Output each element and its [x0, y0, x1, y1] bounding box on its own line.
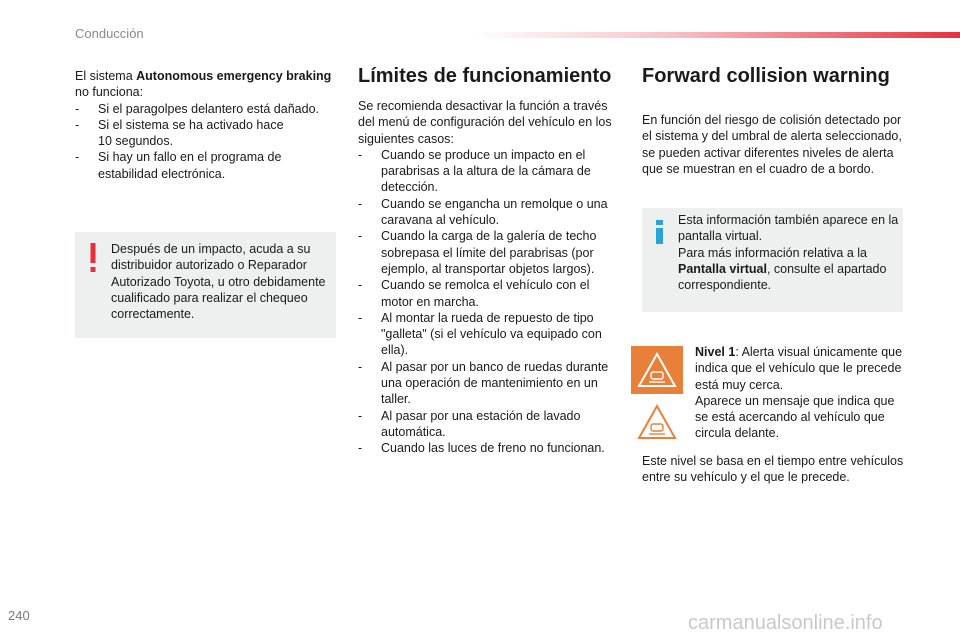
list-item: - Al pasar por una estación de lavado automática. — [358, 408, 614, 441]
exclamation-icon — [88, 243, 98, 273]
list-item: - Cuando se remolca el vehículo con el motor en marcha. — [358, 277, 614, 310]
section-title: Límites de funcionamiento — [358, 65, 612, 87]
list-item: - Si el sistema se ha activado hace 10 segundos. — [75, 117, 337, 150]
column-middle — [358, 64, 614, 457]
intro-paragraph: En función del riesgo de colisión detectado por el sistema y del umbral de alerta seleccionado, se pueden activar diferentes niveles de alerta que se muestran en el cuadro de a bordo. — [642, 113, 902, 176]
intro-paragraph: El sistema Autonomous emergency braking no funciona: — [75, 69, 332, 100]
collision-alert-filled-icon — [631, 346, 683, 394]
list-item: - Cuando se produce un impacto en el parabrisas a la altura de la cámara de detección. — [358, 147, 614, 196]
page-number: 240 — [8, 608, 30, 623]
list-item: - Al montar la rueda de repuesto de tipo "galleta" (si el vehículo va equipado con ella). — [358, 310, 614, 359]
limits-list — [358, 147, 614, 457]
list-item: - Cuando se engancha un remolque o una caravana al vehículo. — [358, 196, 614, 229]
warning-box — [75, 232, 336, 338]
section-title: Forward collision warning — [642, 65, 890, 87]
list-item: - Si hay un fallo en el programa de estabilidad electrónica. — [75, 149, 337, 182]
warning-text: Después de un impacto, acuda a su distribuidor autorizado o Reparador Autorizado Toyota, u otro debidamente cualificado para realizar el chequeo correctamente. — [111, 242, 326, 322]
level-label: Nivel 1 — [695, 345, 736, 359]
collision-alert-outline-icon — [631, 398, 683, 446]
section-header: Conducción — [75, 26, 144, 41]
list-item: - Cuando la carga de la galería de techo sobrepasa el límite del parabrisas (por ejemplo, al transportar objetos largos). — [358, 228, 614, 277]
list-item: - Cuando las luces de freno no funcionan. — [358, 440, 614, 456]
info-text: Esta información también aparece en la pantalla virtual. Para más información relativa a la Pantalla virtual, consulte el apartado correspondiente. — [678, 213, 899, 293]
level-description: Nivel 1: Alerta visual únicamente que indica que el vehículo que le precede está muy cerca. Aparece un mensaje que indica que se está acercando al vehículo que circula delante. — [695, 345, 903, 441]
header-accent-bar — [470, 32, 960, 38]
level-note: Este nivel se basa en el tiempo entre vehículos entre su vehículo y el que le precede. — [642, 454, 904, 485]
list-item: - Al pasar por un banco de ruedas durante una operación de mantenimiento en un taller. — [358, 359, 614, 408]
failure-list — [75, 101, 337, 182]
info-box — [642, 208, 903, 312]
watermark: carmanualsonline.info — [688, 612, 883, 634]
info-icon — [654, 220, 666, 244]
column-left — [75, 68, 337, 182]
system-name: Autonomous emergency braking — [136, 69, 332, 83]
column-right — [642, 64, 904, 177]
list-item: - Si el paragolpes delantero está dañado. — [75, 101, 337, 117]
intro-paragraph: Se recomienda desactivar la función a través del menú de configuración del vehículo en los siguientes casos: — [358, 99, 612, 146]
